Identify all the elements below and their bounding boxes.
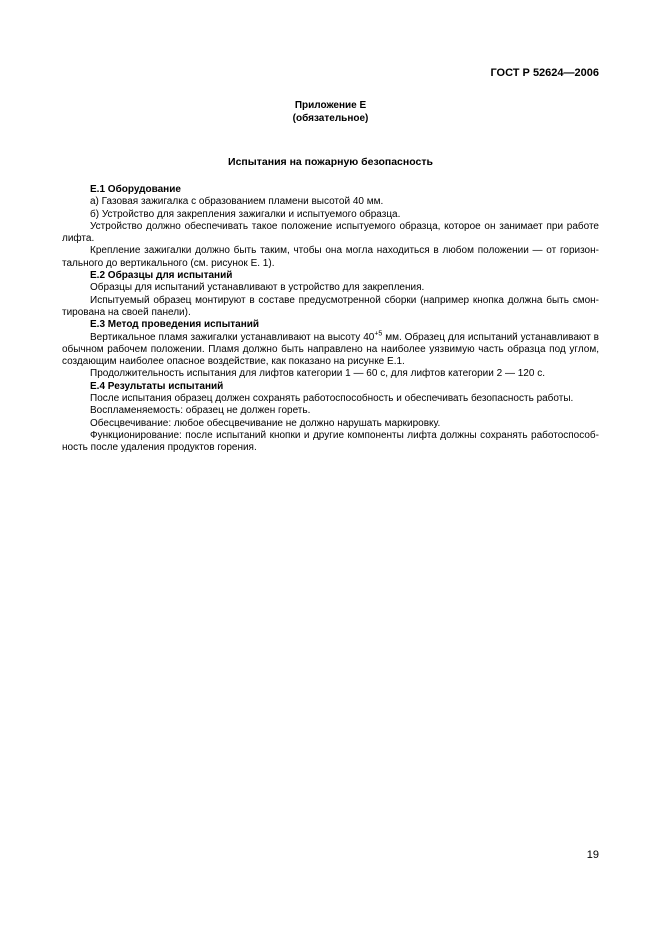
section-heading-e3: Е.3 Метод проведения испытаний: [90, 319, 260, 331]
appendix-title: Приложение Е: [294, 100, 367, 111]
standard-designation: ГОСТ Р 52624—2006: [490, 67, 599, 79]
section-heading-e2: Е.2 Образцы для испытаний: [90, 270, 233, 282]
paragraph: Испытуемый образец монтируют в составе предусмотренной сборки (например кнопка должна быть смонтирована на своей панели).: [62, 294, 599, 318]
page-title: Испытания на пожарную безопасность: [228, 156, 433, 168]
tolerance-superscript: +5: [374, 330, 383, 338]
paragraph-text: мм. Образец для испытаний устанавливают в обычном рабочем положении. Пламя должно быть направлено на наиболее уязвимую часть образца под углом, создающим наиболее опасное воздействие, как показано на рисунке Е.1.: [62, 331, 599, 368]
paragraph: Образцы для испытаний устанавливают в устройство для закрепления.: [90, 282, 425, 294]
appendix-status: (обязательное): [292, 113, 369, 124]
paragraph-text: Вертикальное пламя зажигалки устанавливают на высоту 40: [90, 331, 375, 343]
paragraph: Функционирование: после испытаний кнопки и другие компоненты лифта должны сохранять работоспособность после удаления продуктов горения.: [62, 429, 599, 454]
paragraph: б) Устройство для закрепления зажигалки и испытуемого образца.: [90, 208, 401, 220]
paragraph: После испытания образец должен сохранять работоспособность и обеспечивать безопасность работы.: [90, 393, 574, 405]
paragraph: Воспламеняемость: образец не должен гореть.: [90, 405, 311, 417]
document-body: [62, 184, 599, 455]
appendix-block: [0, 99, 661, 125]
page-number: 19: [586, 849, 599, 861]
paragraph: а) Газовая зажигалка с образованием пламени высотой 40 мм.: [90, 196, 384, 208]
paragraph: Устройство должно обеспечивать такое положение испытуемого образца, которое он занимает при работе лифта.: [62, 220, 599, 245]
section-heading-e1: Е.1 Оборудование: [90, 184, 181, 195]
paragraph: Продолжительность испытания для лифтов категории 1 — 60 с, для лифтов категории 2 — 120 с.: [90, 368, 545, 380]
paragraph: Обесцвечивание: любое обесцвечивание не должно нарушать маркировку.: [90, 417, 441, 429]
paragraph-flame-height: [62, 332, 599, 369]
section-heading-e4: Е.4 Результаты испытаний: [90, 380, 224, 392]
paragraph: Крепление зажигалки должно быть таким, чтобы она могла находиться в любом положении — от горизонтального до вертикального (см. рисунок Е. 1).: [62, 245, 599, 269]
